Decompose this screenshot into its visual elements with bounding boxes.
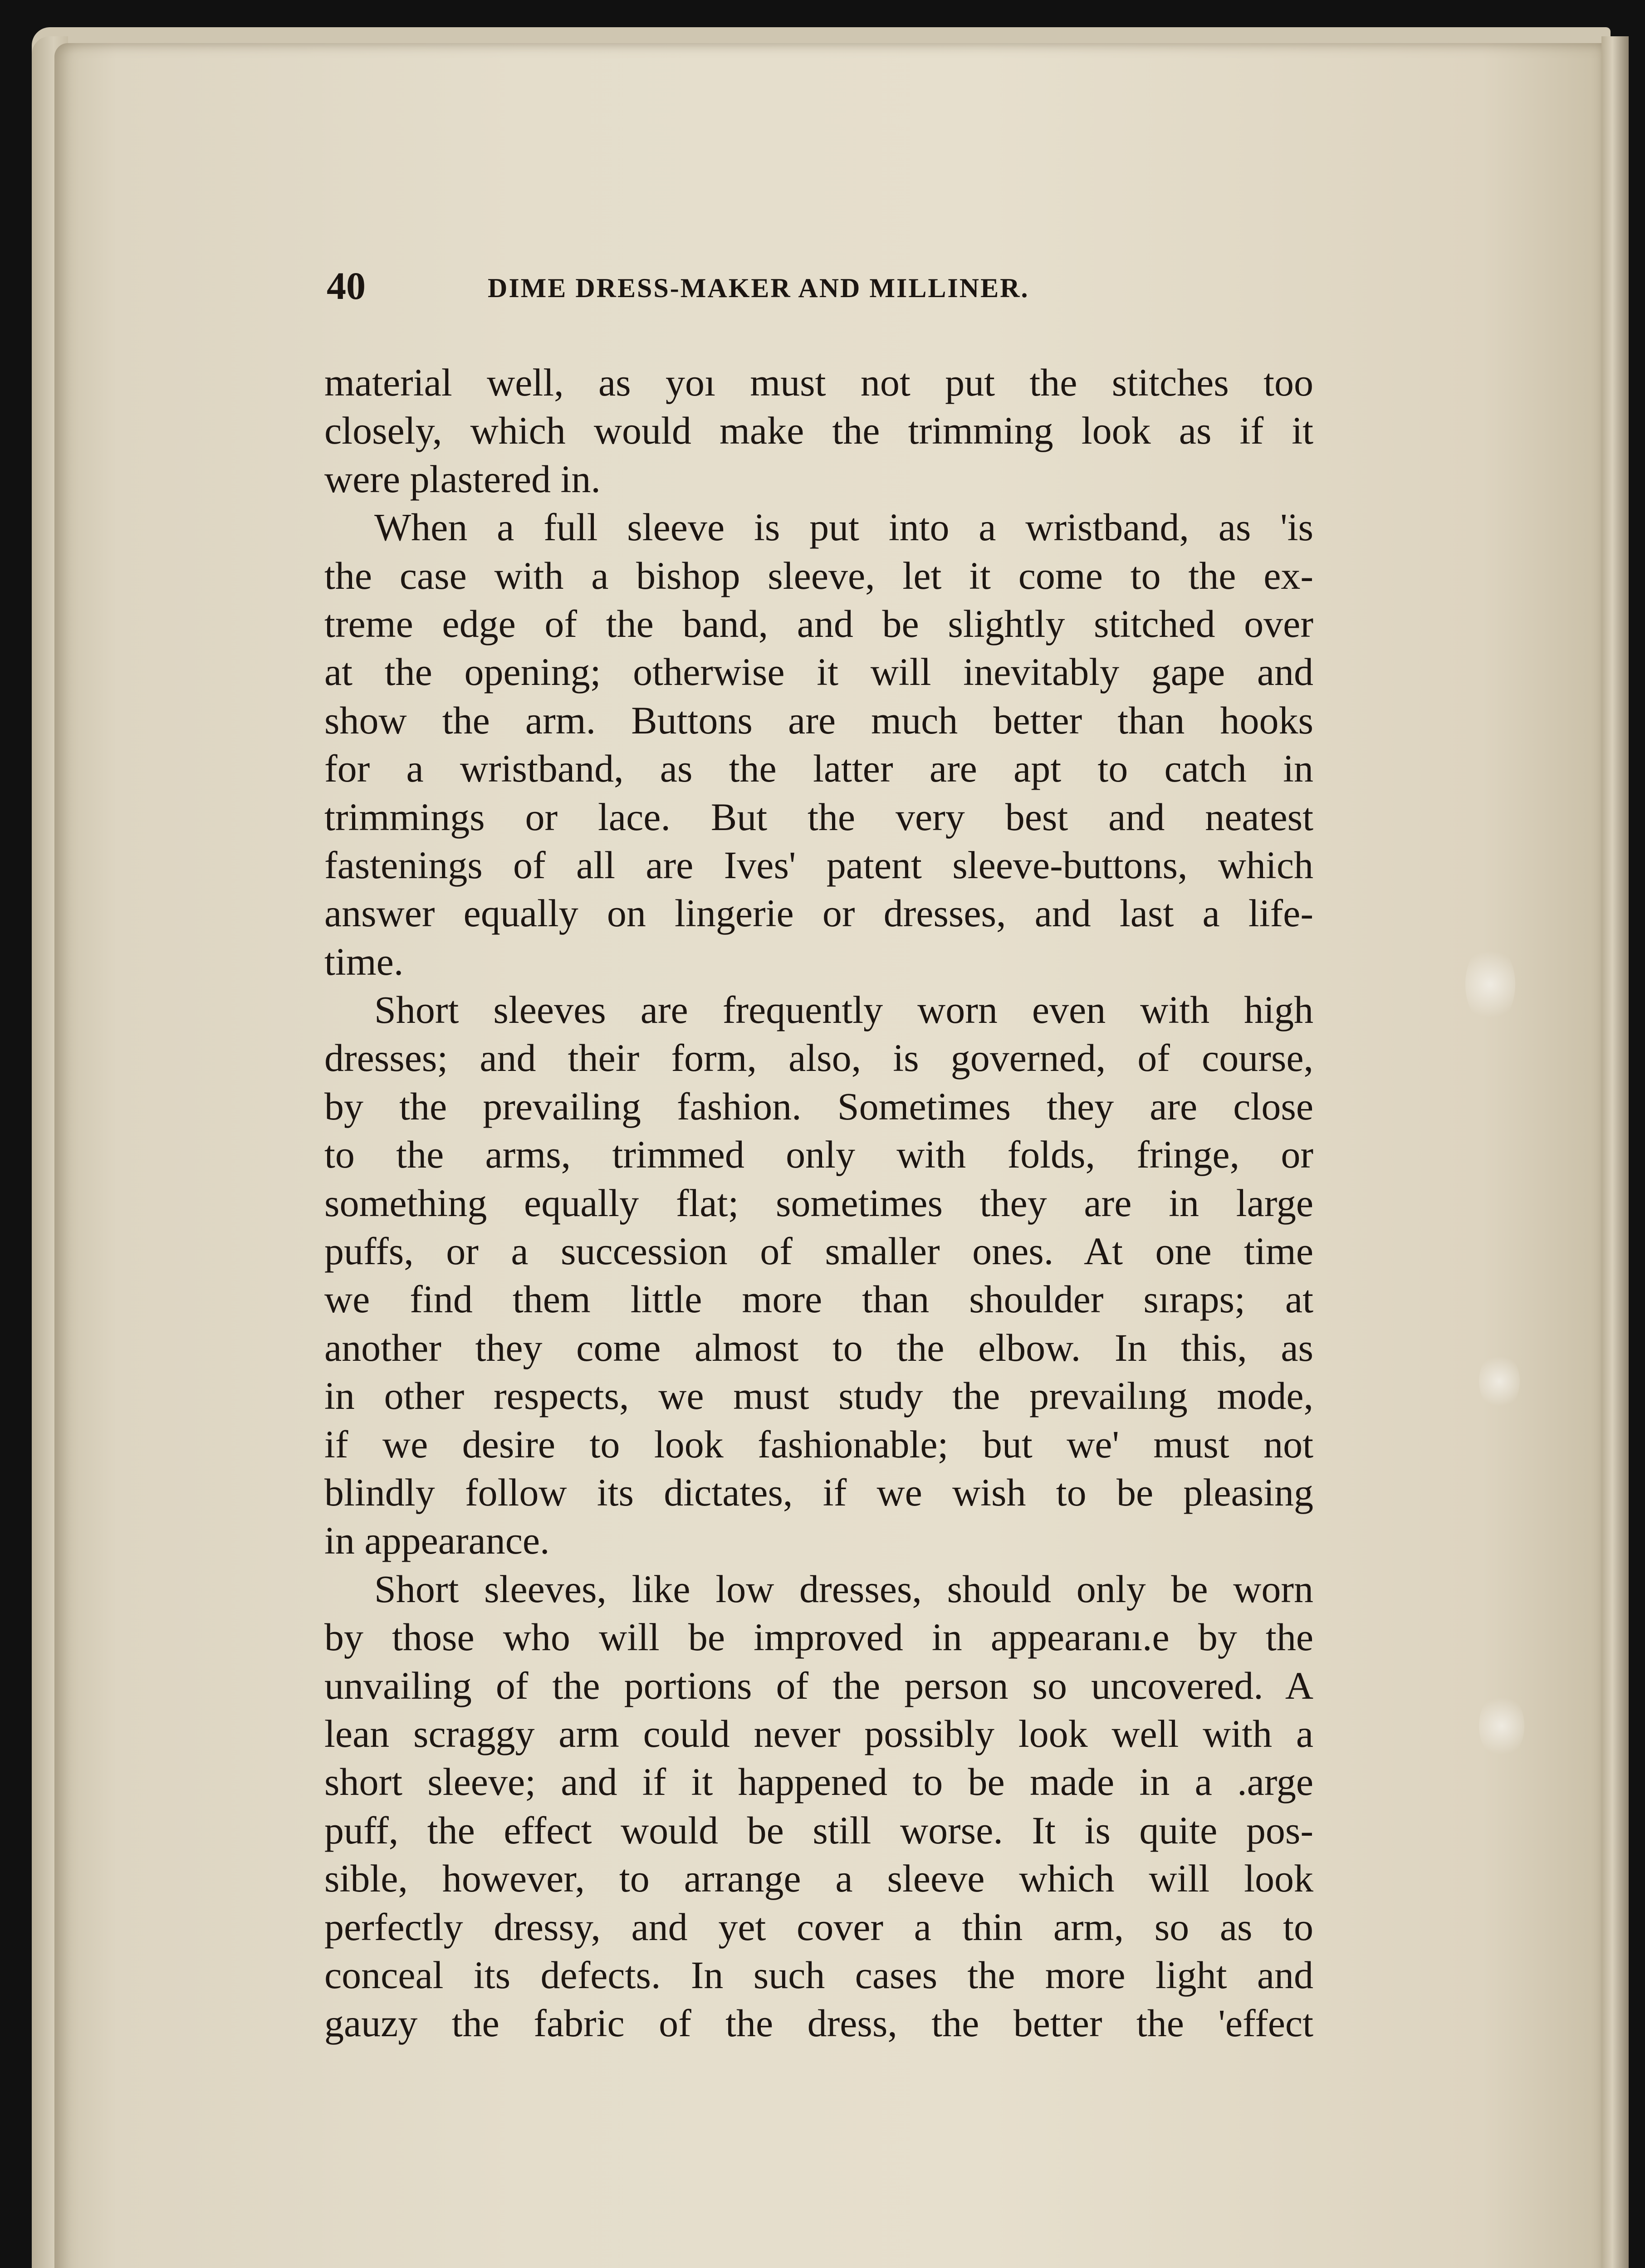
text-line: if we desire to look fashionable; but we' must not: [324, 1422, 1313, 1466]
text-line: puffs, or a succession of smaller ones. At one time: [324, 1229, 1313, 1273]
paragraph: [324, 1565, 1313, 2048]
text-line: by the prevailing fashion. Sometimes they are close: [324, 1084, 1313, 1128]
body-text: [324, 358, 1313, 2048]
text-line: Short sleeves are frequently worn even with high: [374, 988, 1313, 1032]
text-line: for a wristband, as the latter are apt to catch in: [324, 747, 1313, 791]
paragraph: [324, 358, 1313, 503]
page-fore-edge: [1601, 36, 1629, 2268]
text-line: we find them little more than shoulder sıraps; at: [324, 1277, 1313, 1321]
text-line: perfectly dressy, and yet cover a thin arm, so as to: [324, 1905, 1313, 1949]
text-line: short sleeve; and if it happened to be made in a .arge: [324, 1760, 1313, 1804]
text-line: to the arms, trimmed only with folds, fringe, or: [324, 1133, 1313, 1177]
text-line: sible, however, to arrange a sleeve which will look: [324, 1857, 1313, 1901]
text-line: lean scraggy arm could never possibly look well with a: [324, 1711, 1313, 1755]
text-line: unvailing of the portions of the person so uncovered. A: [324, 1663, 1313, 1707]
text-line: treme edge of the band, and be slightly stitched over: [324, 601, 1313, 645]
text-line: Short sleeves, like low dresses, should only be worn: [374, 1567, 1313, 1611]
text-line: time.: [324, 939, 404, 983]
text-line: closely, which would make the trimming look as if it: [324, 409, 1313, 453]
text-line: dresses; and their form, also, is governed, of course,: [324, 1036, 1313, 1080]
text-line: When a full sleeve is put into a wristband, as 'is: [374, 505, 1313, 549]
text-line: were plastered in.: [324, 457, 601, 501]
text-line: puff, the effect would be still worse. It is quite pos-: [324, 1808, 1313, 1852]
text-line: fastenings of all are Ives' patent sleeve-buttons, which: [324, 843, 1313, 887]
paper-wrinkle: [1479, 1352, 1520, 1411]
text-line: answer equally on lingerie or dresses, and last a life-: [324, 891, 1313, 935]
text-line: in other respects, we must study the prevailıng mode,: [324, 1374, 1313, 1418]
text-line: by those who will be improved in appearanı.e by the: [324, 1615, 1313, 1659]
text-line: blindly follow its dictates, if we wish to be pleasing: [324, 1470, 1313, 1514]
text-line: show the arm. Buttons are much better than hooks: [324, 698, 1313, 742]
paragraph: [324, 503, 1313, 986]
text-line: trimmings or lace. But the very best and neatest: [324, 795, 1313, 839]
running-title: DIME DRESS-MAKER AND MILLINER.: [488, 273, 1029, 303]
text-line: another they come almost to the elbow. In this, as: [324, 1325, 1313, 1369]
page-header: [327, 261, 1316, 311]
text-line: material well, as yoı must not put the stitches too: [324, 361, 1313, 404]
paragraph: [324, 986, 1313, 1565]
text-line: something equally flat; sometimes they are in large: [324, 1181, 1313, 1225]
page-number: 40: [327, 264, 366, 308]
text-line: conceal its defects. In such cases the more light and: [324, 1953, 1313, 1997]
paper-wrinkle: [1465, 943, 1515, 1025]
paper-wrinkle: [1479, 1692, 1524, 1760]
text-line: the case with a bishop sleeve, let it come to the ex-: [324, 553, 1313, 597]
text-line: in appearance.: [324, 1519, 550, 1563]
text-line: gauzy the fabric of the dress, the better the 'effect: [324, 2001, 1313, 2045]
text-line: at the opening; otherwise it will inevitably gape and: [324, 650, 1313, 694]
